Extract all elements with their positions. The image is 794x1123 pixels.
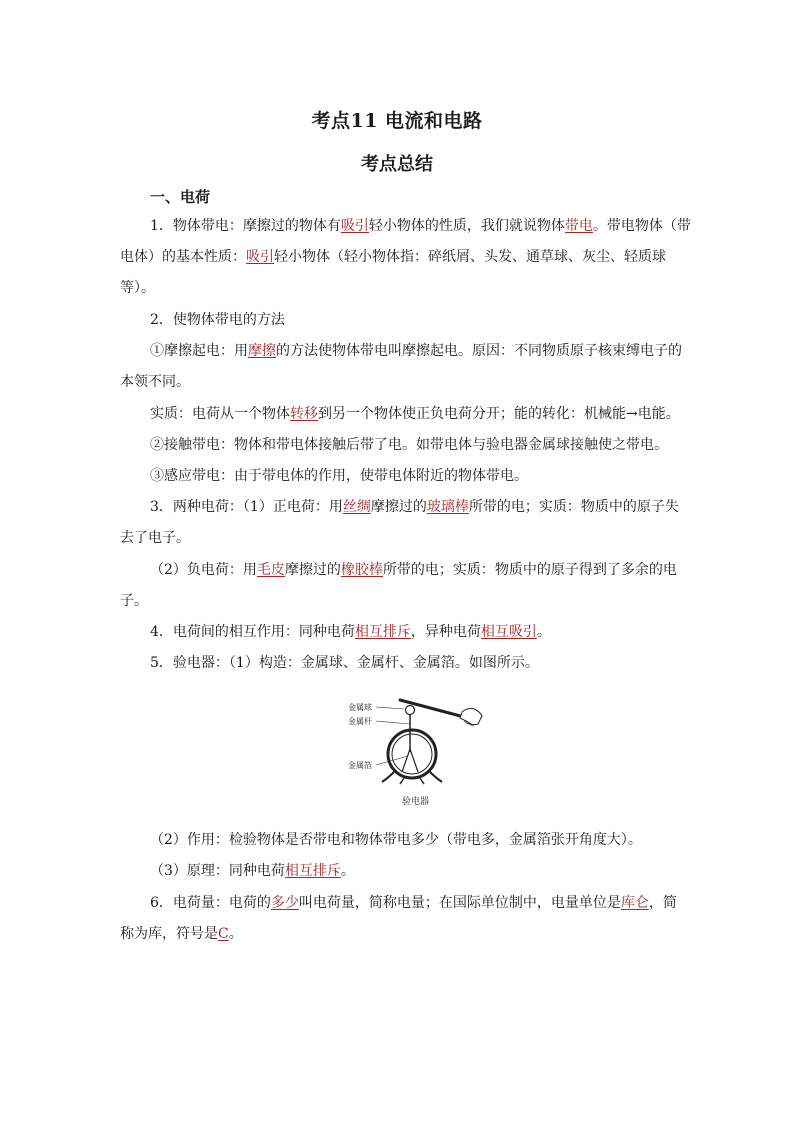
text-run: ，异种电荷 — [410, 624, 481, 640]
answer-term: 丝绸 — [342, 499, 371, 515]
answer-term: 玻璃棒 — [426, 499, 469, 515]
text-run: 轻小物体的性质，我们就说物体 — [368, 218, 565, 234]
text-run: 摩擦过的 — [370, 499, 427, 515]
electroscope-illustration — [340, 694, 500, 814]
paragraph-line — [150, 497, 679, 517]
section-heading: 一、电荷 — [150, 188, 211, 206]
paragraph-line: 本领不同。 — [120, 374, 190, 390]
paragraph-line — [120, 924, 243, 944]
answer-term: 吸引 — [340, 218, 369, 234]
text-run: 的方法使物体带电叫摩擦起电。原因：不同物质原子核束缚电子的 — [276, 343, 682, 359]
text-run: 。带电物体（带 — [592, 218, 691, 234]
answer-term: 库仑 — [620, 895, 649, 911]
text-run: 1．物体带电：摩擦过的物体有 — [150, 218, 341, 234]
text-run: 6．电荷量：电荷的 — [150, 895, 271, 911]
text-run: 。 — [536, 624, 551, 640]
text-run: 称为库，符号是 — [120, 926, 218, 942]
paragraph-line: （2）作用：检验物体是否带电和物体带电多少（带电多，金属箔张开角度大）。 — [150, 832, 642, 848]
answer-term: 转移 — [290, 406, 318, 422]
paragraph-line — [150, 893, 677, 913]
label-metal-foil: 金属箔 — [348, 761, 372, 770]
text-run: 到另一个物体使正负电荷分开；能的转化：机械能→电能。 — [318, 406, 680, 422]
figure-caption: 验电器 — [402, 797, 430, 807]
text-run: 叫电荷量，简称电量；在国际单位制中，电量单位是 — [298, 895, 621, 911]
answer-term: 摩擦 — [248, 343, 276, 359]
paragraph-line — [120, 247, 666, 267]
answer-term: 橡胶棒 — [340, 562, 383, 578]
text-run: 4．电荷间的相互作用：同种电荷 — [150, 624, 355, 640]
answer-term: C — [218, 926, 229, 942]
label-metal-ball: 金属球 — [348, 703, 372, 712]
answer-term: 相互排斥 — [284, 863, 341, 879]
paragraph-line — [150, 560, 677, 580]
answer-term: 相互排斥 — [354, 624, 411, 640]
answer-term: 多少 — [270, 895, 299, 911]
text-run: （2）负电荷：用 — [150, 562, 257, 578]
text-run: 所带的电；实质：物质中的原子得到了多余的电 — [382, 562, 677, 578]
paragraph-line: 5．验电器：（1）构造：金属球、金属杆、金属箔。如图所示。 — [150, 655, 539, 671]
paragraph-line — [150, 622, 551, 642]
text-run: 。 — [228, 926, 243, 942]
text-run: 摩擦过的 — [284, 562, 341, 578]
text-run: 轻小物体（轻小物体指：碎纸屑、头发、通草球、灰尘、轻质球 — [274, 249, 666, 265]
text-run: 3．两种电荷：（1）正电荷：用 — [150, 499, 343, 515]
page-subtitle: 考点总结 — [361, 154, 433, 175]
paragraph-line: ③感应带电：由于带电体的作用，使带电体附近的物体带电。 — [150, 468, 528, 484]
paragraph-line: 2．使物体带电的方法 — [150, 312, 285, 328]
paragraph-line: 去了电子。 — [120, 530, 190, 546]
text-run: 。 — [340, 863, 355, 879]
paragraph-line — [150, 216, 691, 236]
label-metal-rod: 金属杆 — [348, 717, 372, 726]
paragraph-line: 子。 — [120, 593, 148, 609]
text-run: 电体）的基本性质： — [120, 249, 246, 265]
text-run: （3）原理：同种电荷 — [150, 863, 285, 879]
answer-term: 带电 — [564, 218, 593, 234]
text-run: ，简 — [648, 895, 677, 911]
paragraph-line — [150, 861, 355, 881]
text-run: ①摩擦起电：用 — [150, 343, 248, 359]
text-run: 所带的电；实质：物质中的原子失 — [468, 499, 679, 515]
answer-term: 毛皮 — [256, 562, 285, 578]
page-title: 考点11 电流和电路 — [311, 110, 483, 132]
paragraph-line — [150, 404, 680, 424]
paragraph-line — [150, 341, 682, 361]
paragraph-line: ②接触带电：物体和带电体接触后带了电。如带电体与验电器金属球接触使之带电。 — [150, 437, 668, 453]
electroscope-figure — [340, 694, 500, 814]
answer-term: 吸引 — [246, 249, 274, 265]
paragraph-line: 等）。 — [120, 280, 155, 296]
answer-term: 相互吸引 — [480, 624, 537, 640]
text-run: 实质：电荷从一个物体 — [150, 406, 290, 422]
